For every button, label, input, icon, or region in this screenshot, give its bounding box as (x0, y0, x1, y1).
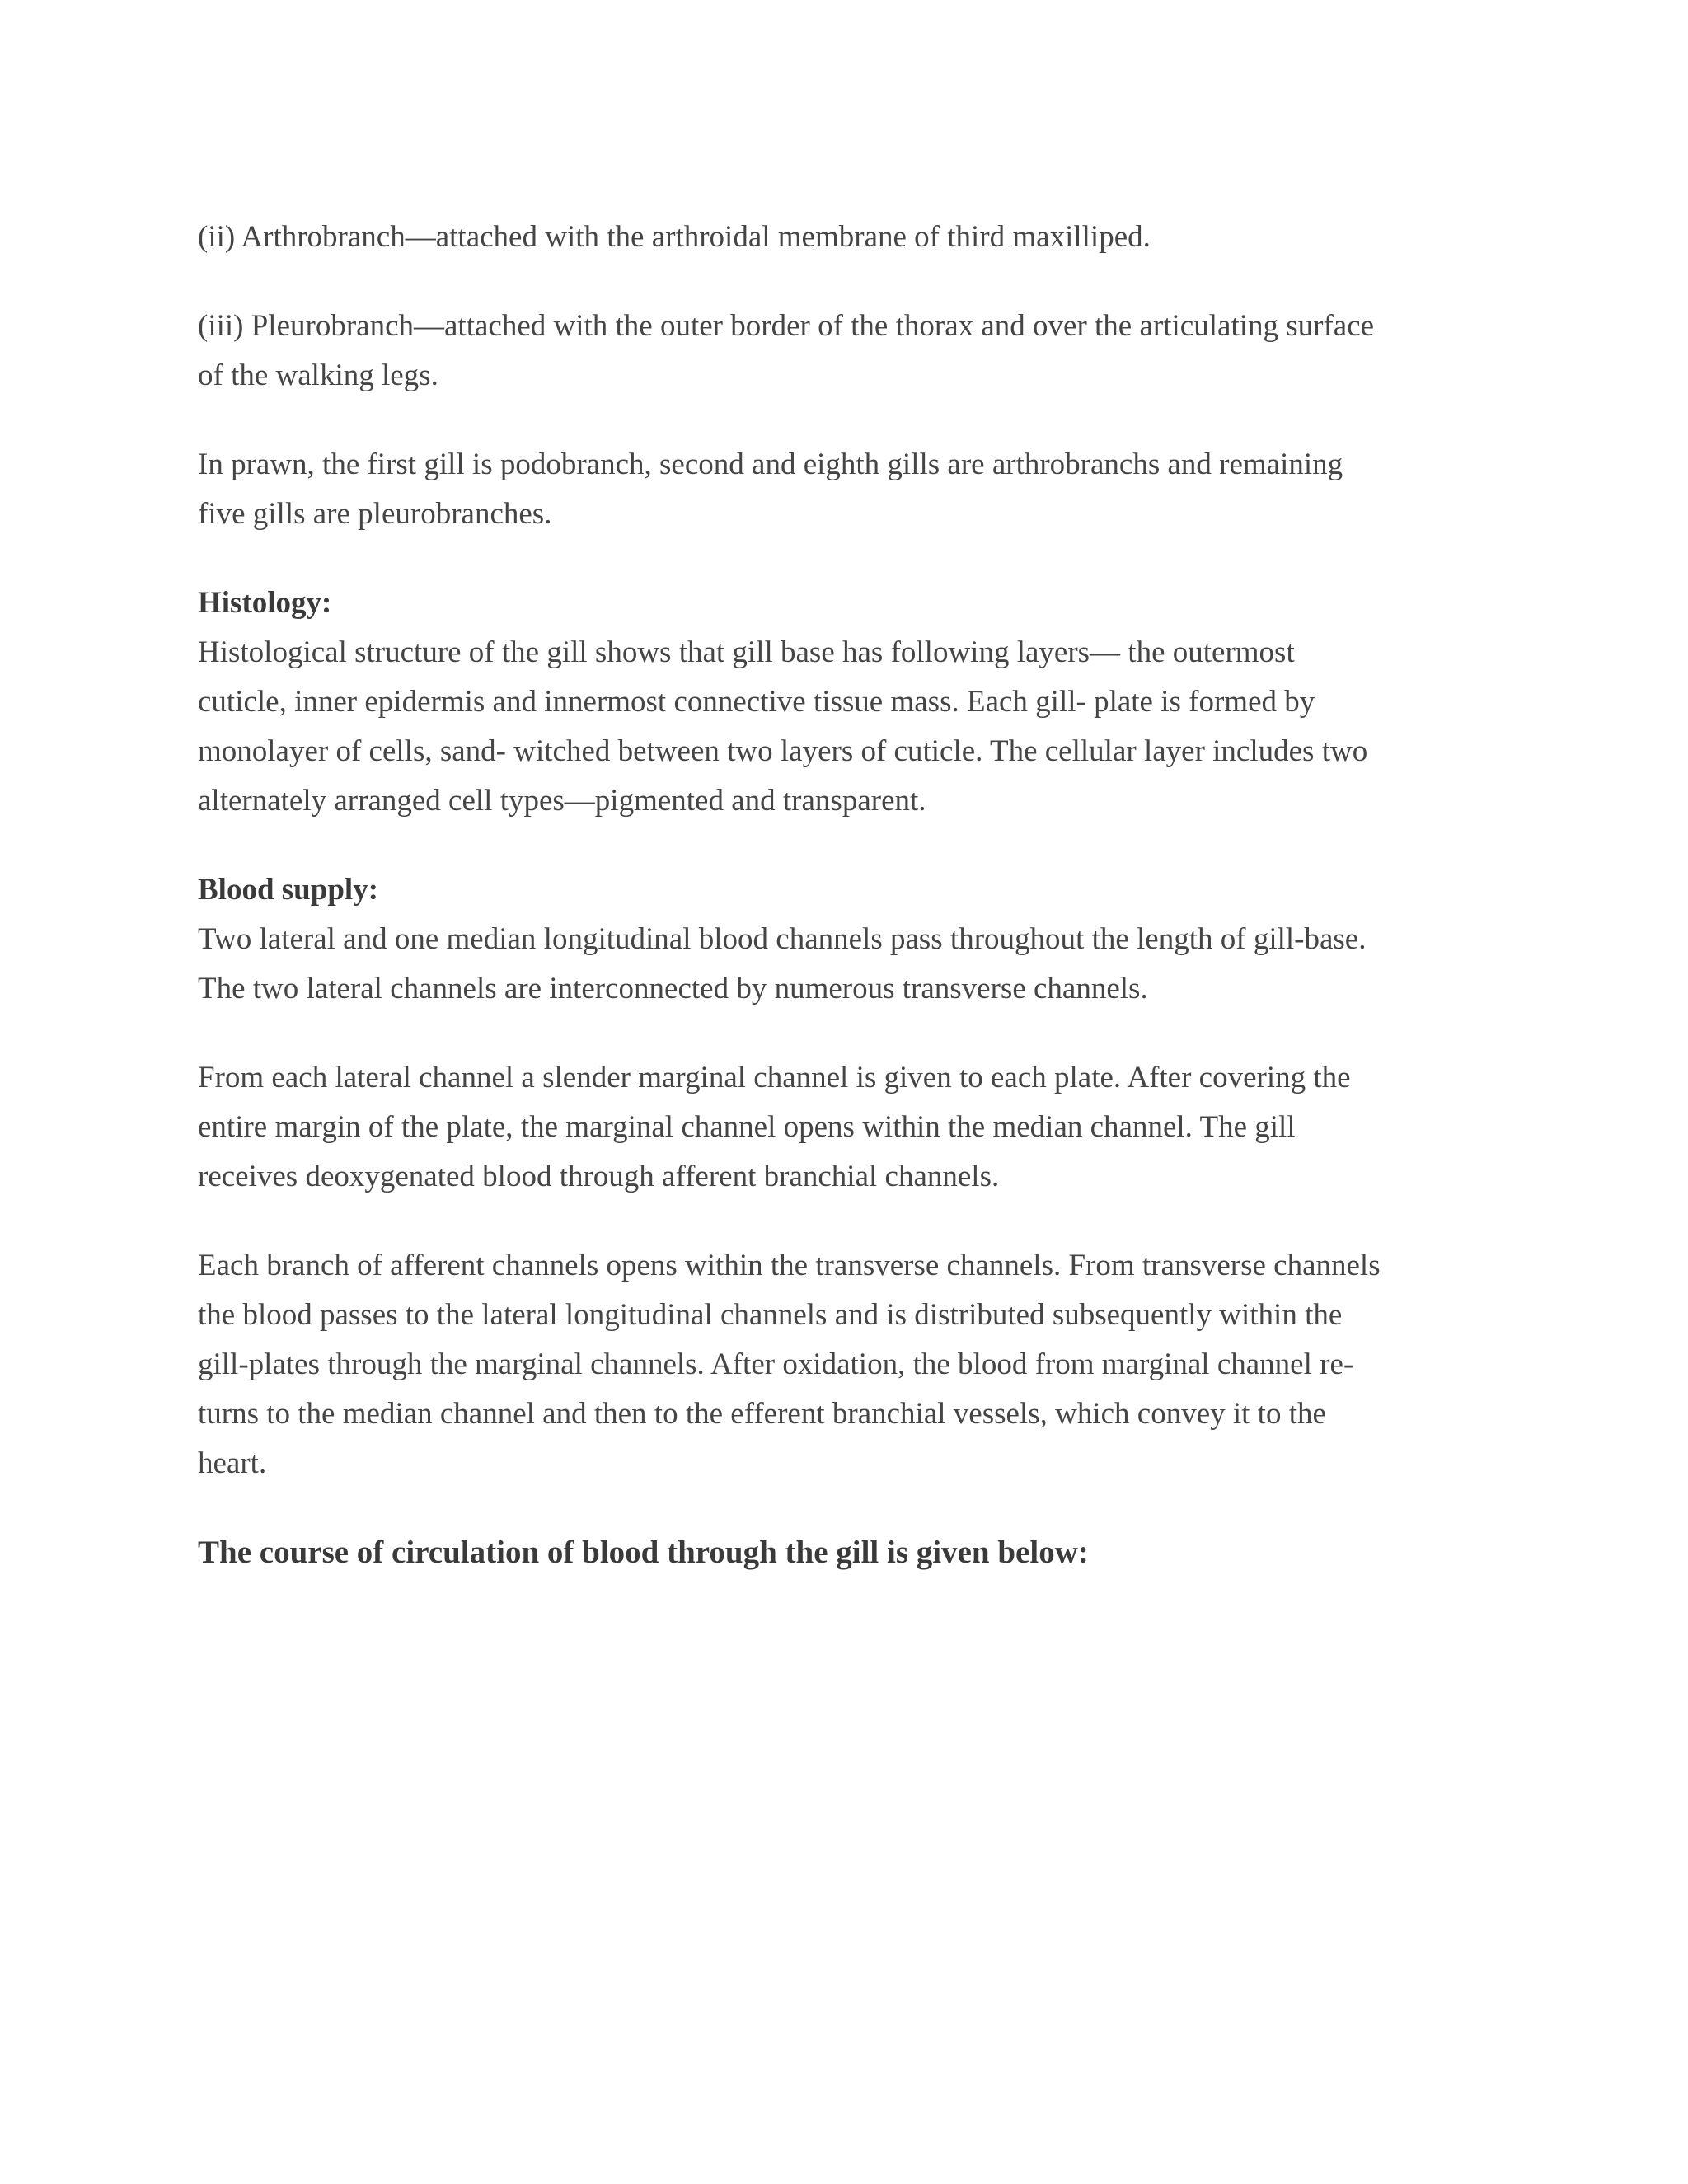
circulation-course-heading: The course of circulation of blood through the gill is given below: (198, 1535, 1089, 1570)
afferent-line-5: heart. (198, 1446, 267, 1480)
blood-supply-line-1: Two lateral and one median longitudinal blood channels pass throughout the length of gill-base. (198, 922, 1367, 956)
marginal-line-2: entire margin of the plate, the marginal channel opens within the median channel. The gill (198, 1110, 1296, 1144)
paragraph-prawn-gills (198, 440, 1517, 539)
histology-heading: Histology: (198, 586, 332, 620)
marginal-line-1: From each lateral channel a slender marginal channel is given to each plate. After covering the (198, 1061, 1351, 1094)
afferent-line-1: Each branch of afferent channels opens within the transverse channels. From transverse channels (198, 1249, 1381, 1282)
paragraph-afferent-channels (198, 1241, 1517, 1488)
histology-line-2: cuticle, inner epidermis and innermost connective tissue mass. Each gill- plate is formed by (198, 685, 1315, 719)
document-body (198, 213, 1517, 1577)
histology-line-4: alternately arranged cell types—pigmented and transparent. (198, 784, 926, 818)
afferent-line-4: turns to the median channel and then to the efferent branchial vessels, which convey it to the (198, 1397, 1326, 1431)
pleurobranch-line-1: (iii) Pleurobranch—attached with the outer border of the thorax and over the articulating surface (198, 309, 1375, 343)
arthrobranch-text: (ii) Arthrobranch—attached with the arthroidal membrane of third maxilliped. (198, 220, 1151, 254)
paragraph-pleurobranch (198, 302, 1517, 401)
prawn-line-2: five gills are pleurobranches. (198, 497, 552, 531)
marginal-line-3: receives deoxygenated blood through afferent branchial channels. (198, 1160, 1000, 1193)
histology-line-3: monolayer of cells, sand- witched between two layers of cuticle. The cellular layer includes two (198, 734, 1368, 768)
pleurobranch-line-2: of the walking legs. (198, 359, 438, 392)
section-histology (198, 579, 1517, 826)
blood-supply-heading: Blood supply: (198, 873, 379, 907)
afferent-line-2: the blood passes to the lateral longitudinal channels and is distributed subsequently within the (198, 1298, 1343, 1332)
paragraph-arthrobranch (198, 213, 1517, 262)
prawn-line-1: In prawn, the first gill is podobranch, second and eighth gills are arthrobranchs and remaining (198, 448, 1343, 481)
paragraph-marginal-channel (198, 1053, 1517, 1202)
blood-supply-line-2: The two lateral channels are interconnected by numerous transverse channels. (198, 972, 1148, 1005)
afferent-line-3: gill-plates through the marginal channels. After oxidation, the blood from marginal channel re- (198, 1347, 1354, 1381)
histology-line-1: Histological structure of the gill shows that gill base has following layers— the outermost (198, 635, 1295, 669)
section-blood-supply (198, 865, 1517, 1014)
